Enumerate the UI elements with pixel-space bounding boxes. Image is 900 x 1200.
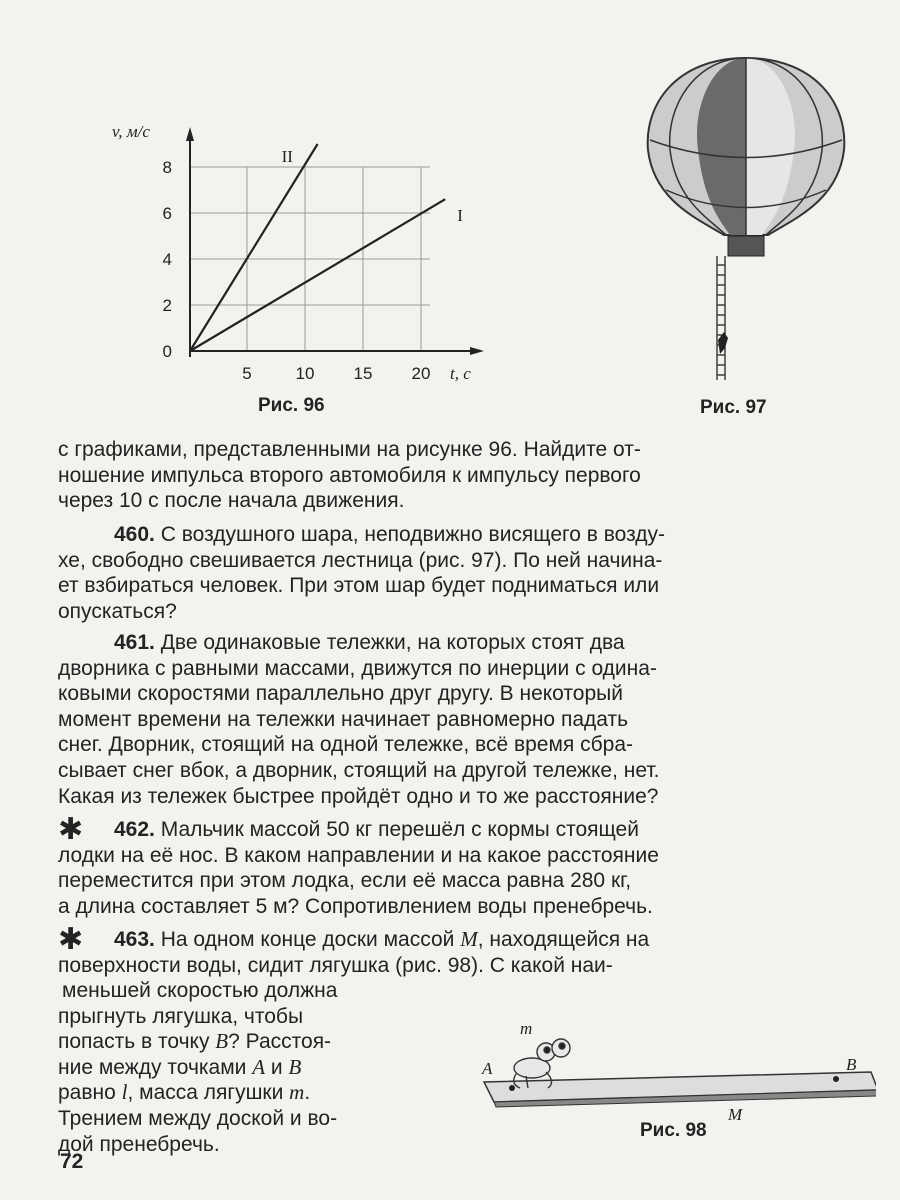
problem-number: 462. [114, 818, 155, 841]
problem-462 [58, 817, 884, 919]
point-b-marker [833, 1076, 839, 1082]
text-line: дой пренебречь. [58, 1132, 220, 1156]
figure-96-chart [110, 115, 510, 395]
star-icon: ✱ [58, 813, 84, 846]
y-tick-label: 4 [162, 250, 172, 269]
x-axis-label: t, с [450, 364, 471, 383]
text-line: прыгнуть лягушка, чтобы [58, 1004, 304, 1028]
y-tick-label: 8 [162, 158, 172, 177]
text-line: опускаться? [58, 599, 177, 623]
x-tick-label: 10 [295, 364, 315, 383]
x-axis-arrow-icon [470, 347, 484, 355]
text-line: С воздушного шара, неподвижно висящего в возду- [154, 523, 666, 546]
label-a: A [482, 1059, 493, 1078]
figure-98-board-frog [476, 1010, 876, 1125]
page-number: 72 [60, 1150, 84, 1173]
label-m: m [520, 1019, 533, 1038]
y-axis-label: v, м/с [112, 122, 150, 141]
text-line: Две одинаковые тележки, на которых стоят два [154, 631, 625, 654]
y-tick-label: 2 [162, 296, 172, 315]
text-line: равно l, масса лягушки m. [58, 1080, 311, 1105]
x-tick-label: 5 [242, 364, 252, 383]
star-icon: ✱ [58, 923, 84, 956]
text-line: Мальчик массой 50 кг перешёл с кормы стоящей [154, 818, 639, 841]
series-II-line [190, 144, 318, 351]
text-line: Трением между доской и во- [58, 1106, 338, 1130]
text-line: ковыми скоростями параллельно друг другу. В некоторый [58, 682, 623, 706]
label-big-m: M [728, 1105, 743, 1124]
text-line: попасть в точку B? Расстоя- [58, 1029, 332, 1054]
text-line: Какая из тележек быстрее пройдёт одно и то же расстояние? [58, 784, 659, 808]
x-tick-label: 20 [411, 364, 431, 383]
problem-number: 463. [114, 928, 155, 951]
problem-463: 463. На одном конце доски массой M, находящейся на поверхности воды, сидит лягушка (рис. 98). С какой наи- [58, 927, 884, 978]
continuation-paragraph [58, 437, 884, 514]
point-a-marker [509, 1085, 515, 1091]
series-II-label: II [281, 147, 293, 166]
y-tick-label: 6 [162, 204, 172, 223]
figure-97-caption: Рис. 97 [700, 397, 767, 418]
chart-grid [190, 167, 430, 351]
text-line: поверхности воды, сидит лягушка (рис. 98). С какой наи- [58, 953, 613, 977]
text-line: меньшей скоростью должна [62, 979, 338, 1002]
problem-463-narrow [58, 978, 450, 1157]
text-line: переместится при этом лодка, если её масса равна 280 кг, [58, 869, 632, 893]
series-I-label: I [457, 206, 463, 226]
y-tick-label: 0 [162, 342, 172, 361]
text-line: а длина составляет 5 м? Сопротивлением воды пренебречь. [58, 894, 653, 918]
text-line: лодки на её нос. В каком направлении и на какое расстояние [58, 843, 659, 867]
text-line: дворника с равными массами, движутся по инерции с одина- [58, 656, 657, 680]
text-line: снег. Дворник, стоящий на одной тележке, всё время сбра- [58, 733, 634, 757]
text-line: через 10 с после начала движения. [58, 489, 405, 513]
figure-97-balloon [636, 50, 856, 390]
text-line: ет взбираться человек. При этом шар будет подниматься или [58, 574, 660, 598]
text-line: момент времени на тележки начинает равномерно падать [58, 707, 629, 731]
problem-number: 461. [114, 631, 155, 654]
y-axis-arrow-icon [186, 127, 194, 141]
problem-number: 460. [114, 523, 155, 546]
text-line: ние между точками A и B [58, 1054, 302, 1079]
label-b: B [846, 1055, 857, 1074]
problem-461 [58, 630, 884, 809]
text-line: хе, свободно свешивается лестница (рис. 97). По ней начина- [58, 548, 663, 572]
text-line: сывает снег вбок, а дворник, стоящий на другой тележке, нет. [58, 758, 660, 782]
text-line: ношение импульса второго автомобиля к импульсу первого [58, 463, 641, 487]
figure-96-caption: Рис. 96 [258, 395, 325, 416]
series-I-line [190, 199, 445, 351]
text-line: с графиками, представленными на рисунке 96. Найдите от- [58, 438, 641, 461]
problem-460 [58, 522, 884, 624]
figure-98-caption: Рис. 98 [640, 1120, 707, 1141]
x-tick-label: 15 [353, 364, 373, 383]
